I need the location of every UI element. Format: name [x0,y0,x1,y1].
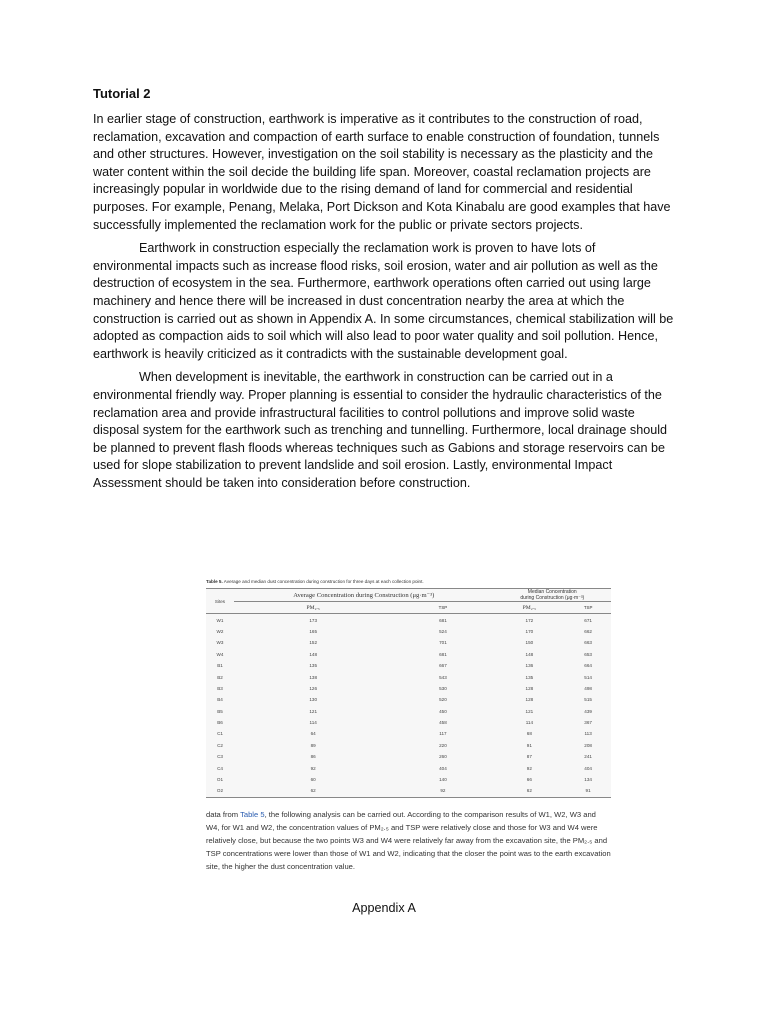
table-5-link[interactable]: Table 5 [240,809,265,819]
header-median [494,589,612,602]
table-row [206,660,611,671]
table-row [206,762,611,773]
table-cell-med-pm: 66 [526,777,532,783]
header-sites: Sites [206,589,234,614]
table-cell-med-pm: 114 [525,720,534,726]
table-cell-site: O1 [216,777,224,783]
table-cell-avg-tsp: 220 [439,742,447,748]
table-cell-med-pm: 87 [526,754,532,760]
table-row [206,671,611,682]
table-cell-site: O2 [206,785,234,797]
paragraph-2: Earthwork in construction especially the reclamation work is proven to have lots of environmental impacts such as increase flood risks, soil erosion, water and air pollution as well as the destruction of ecosystem in the sea. Furthermore, earthwork operations often carried out using large machinery and hence there will be increased in dust concentration nearby the area at which the construction is carried out as shown in Appendix A. In some circumstances, chemical stabilization will be adopted as compaction aids to soil which will also lead to poor water quality and soil pollution. Hence, earthwork is heavily criticized as it contradicts with the sustainable development goal. [93,241,674,361]
table-cell-avg-pm: 114 [309,720,317,726]
table-cell-avg-pm: 62 [234,785,392,797]
table-cell-avg-tsp: 520 [439,697,447,703]
analysis-text-rest: , the following analysis can be carried out. According to the comparison results of W1, W2, W3 and W4, for W1 and W2, the concentration values of PM₂.₅ and TSP were relatively close and those for W3 and W4 were relatively close, but because the two points W3 and W4 were relatively far away from the excavation site, the PM₂.₅ and TSP concentrations were lower than those of W1 and W2, indicating that the closer the point was to the earth excavation site, the higher the dust concentration value. [206,809,611,872]
table-cell-avg-tsp: 260 [439,754,447,760]
table-cell-site: W4 [216,651,224,657]
table-cell-avg-tsp: 681 [439,617,447,623]
table-cell-avg-tsp: 667 [439,663,447,669]
table-cell-med-tsp: 208 [584,742,592,748]
table-cell-avg-tsp: 701 [439,640,447,646]
table-cell-avg-pm: 135 [309,663,318,669]
table-cell-site: B1 [217,663,223,669]
table-row [206,785,611,797]
table-row [206,728,611,739]
table-cell-med-tsp: 439 [584,708,592,714]
appendix-figure [203,575,611,893]
table-cell-med-tsp: 664 [584,663,592,669]
table-cell-site: W1 [216,617,224,623]
table-caption-label: Table 5. [206,579,223,584]
table-cell-med-pm: 68 [526,731,532,737]
table-cell-med-tsp: 514 [584,674,592,680]
table-row [206,774,611,785]
table-cell-site: W3 [216,640,224,646]
table-cell-med-tsp: 404 [584,765,592,771]
table-cell-site: B3 [217,685,223,691]
table-row [206,626,611,637]
table-cell-site: B4 [217,697,223,703]
header-median-line2: during Construction (μg·m⁻³) [520,595,585,601]
table-row [206,614,611,626]
table-cell-med-pm: 135 [525,674,534,680]
table-cell-site: B2 [217,674,223,680]
table-cell-avg-pm: 92 [310,765,316,771]
table-cell-avg-tsp: 681 [439,651,447,657]
dust-concentration-table [206,588,611,798]
table-cell-site: C4 [217,765,223,771]
header-avg-pm25: PM₂.₅ [234,602,392,614]
table-cell-avg-pm: 165 [309,628,318,634]
header-average: Average Concentration during Construction (μg·m⁻³) [234,589,494,602]
table-cell-med-tsp: 134 [584,777,592,783]
table-row [206,751,611,762]
table-cell-med-tsp: 91 [565,785,611,797]
table-cell-avg-tsp: 524 [439,628,447,634]
analysis-text-start: data from [206,809,241,819]
table-cell-avg-tsp: 117 [439,731,447,737]
table-cell-avg-pm: 148 [309,651,318,657]
table-cell-avg-pm: 130 [309,697,318,703]
header-avg-tsp: TSP [392,602,493,614]
table-row [206,694,611,705]
table-cell-avg-tsp: 140 [439,777,447,783]
table-cell-avg-tsp: 530 [439,685,447,691]
table-row [206,683,611,694]
table-cell-avg-tsp: 543 [439,674,447,680]
table-caption-text: Average and median dust concentration during construction for three days at each collection point. [223,579,424,584]
table-cell-site: B6 [217,720,223,726]
table-cell-med-tsp: 653 [584,651,592,657]
table-cell-site: C1 [217,731,223,737]
table-cell-med-tsp: 498 [584,685,592,691]
table-cell-med-pm: 62 [494,785,566,797]
table-cell-med-pm: 136 [525,663,534,669]
table-cell-med-tsp: 515 [584,697,592,703]
header-med-tsp: TSP [565,602,611,614]
table-cell-med-tsp: 663 [584,640,592,646]
appendix-label: Appendix A [352,901,416,915]
document-title: Tutorial 2 [93,86,151,101]
table-cell-avg-pm: 126 [309,685,318,691]
table-cell-site: C3 [217,754,223,760]
header-med-pm25: PM₂.₅ [494,602,566,614]
table-cell-avg-pm: 138 [309,674,318,680]
table-cell-avg-pm: 152 [309,640,318,646]
table-body [206,614,611,797]
document-body [93,86,675,498]
table-cell-med-pm: 172 [525,617,534,623]
table-cell-med-tsp: 671 [584,617,592,623]
table-cell-med-tsp: 367 [584,720,592,726]
table-cell-avg-pm: 121 [309,708,318,714]
figure-analysis-text [206,808,611,874]
table-cell-avg-tsp: 92 [392,785,493,797]
table-row [206,717,611,728]
table-caption [206,579,611,584]
table-row [206,637,611,648]
table-cell-avg-pm: 60 [310,777,316,783]
table-cell-med-tsp: 113 [584,731,592,737]
table-cell-avg-tsp: 450 [439,708,447,714]
table-cell-med-pm: 91 [526,742,532,748]
table-cell-med-pm: 128 [525,685,534,691]
table-cell-site: C2 [217,742,223,748]
table-cell-med-tsp: 662 [584,628,592,634]
table-cell-med-pm: 128 [525,697,534,703]
table-row [206,740,611,751]
table-cell-avg-tsp: 458 [439,720,447,726]
table-cell-avg-pm: 86 [310,754,316,760]
table-cell-site: W2 [216,628,224,634]
header-median-line1: Median Concentration [527,589,577,595]
table-cell-med-pm: 121 [525,708,534,714]
table-cell-avg-pm: 89 [310,742,316,748]
table-cell-avg-pm: 64 [310,731,316,737]
table-cell-med-pm: 150 [525,640,534,646]
table-cell-med-pm: 92 [526,765,532,771]
table-cell-avg-pm: 173 [309,617,318,623]
paragraph-1: In earlier stage of construction, earthwork is imperative as it contributes to the construction of road, reclamation, excavation and compaction of earth surface to enable construction of foundation, tunnels and other structures. However, investigation on the soil stability is necessary as the plasticity and the water content within the soil decide the building life span. Moreover, coastal reclamation projects are increasingly popular in worldwide due to the rising demand of land for commercial and residential purposes. For example, Penang, Melaka, Port Dickson and Kota Kinabalu are good examples that have successfully implemented the reclamation work for the public or private sectors projects. [93,112,671,232]
table-cell-site: B5 [217,708,223,714]
paragraph-3: When development is inevitable, the earthwork in construction can be carried out in a environmental friendly way. Proper planning is essential to consider the hydraulic characteristics of the reclamation area and provide infrastructural facilities to control pollutions and improve solid waste disposal system for the earthwork such as trenching and tunnelling. Furthermore, local drainage should be planned to prevent flash floods whereas techniques such as Gabions and storage reservoirs can be used for slope stabilization to prevent landslide and soil erosion. Lastly, environmental Impact Assessment should be taken into consideration before construction. [93,370,668,490]
table-cell-med-pm: 148 [525,651,534,657]
table-row [206,706,611,717]
table-cell-med-tsp: 241 [584,754,592,760]
table-row [206,649,611,660]
table-cell-med-pm: 170 [525,628,534,634]
table-cell-avg-tsp: 404 [439,765,447,771]
